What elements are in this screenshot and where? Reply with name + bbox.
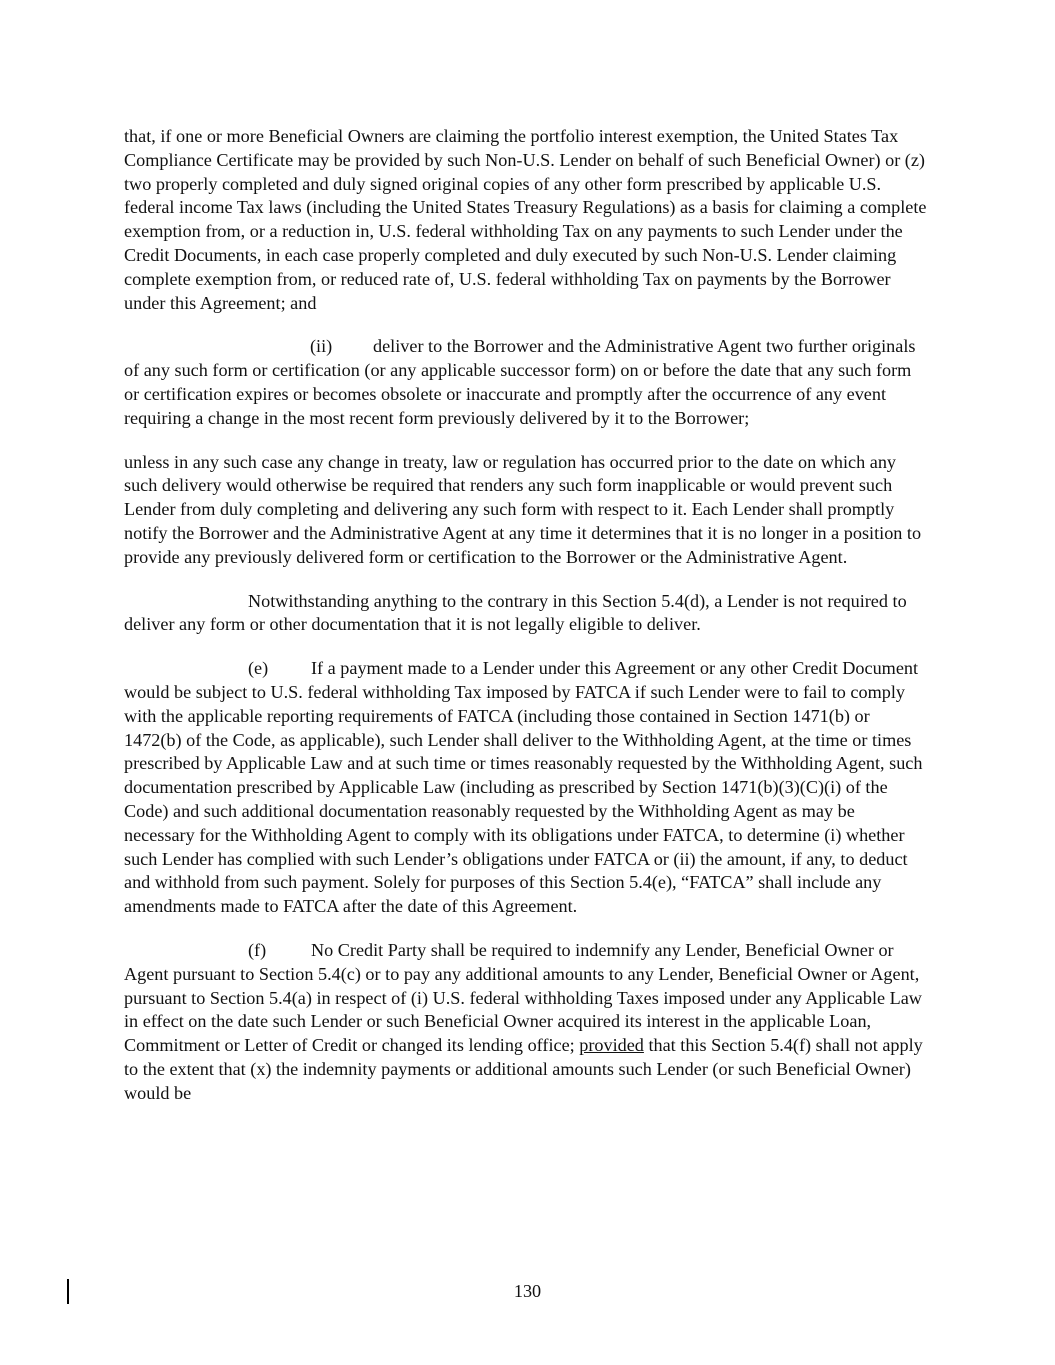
clause-label-f: (f) <box>248 939 267 960</box>
underlined-term: provided <box>579 1035 644 1056</box>
clause-label-ii: (ii) <box>310 336 333 357</box>
paragraph-text: If a payment made to a Lender under this Agreement or any other Credit Document would be subject to U.S. federal withholding Tax imposed by FATCA if such Lender were to fail to comply with the applicable reporting requirements of FATCA (including those contained in Section 1471(b) or 1472(b) of the Code, as applicable), such Lender shall deliver to the Withholding Agent, at the time or times prescribed by Applicable Law and at such time or times reasonably requested by the Withholding Agent, such documentation prescribed by Applicable Law (including as prescribed by Section 1471(b)(3)(C)(i) of the Code) and such additional documentation reasonably requested by the Withholding Agent as may be necessary for the Withholding Agent to comply with its obligations under FATCA, to determine (i) whether such Lender has complied with such Lender’s obligations under FATCA or (ii) the amount, if any, to deduct and withhold from such payment. Solely for purposes of this Section 5.4(e), “FATCA” shall include any amendments made to FATCA after the date of this Agreement. <box>124 658 923 917</box>
paragraph-text: that, if one or more Beneficial Owners are claiming the portfolio interest exemption, the United States Tax Compliance Certificate may be provided by such Non-U.S. Lender on behalf of such Beneficial Owner) or (z) two properly completed and duly signed original copies of any other form prescribed by applicable U.S. federal income Tax laws (including the United States Treasury Regulations) as a basis for claiming a complete exemption from, or a reduction in, U.S. federal withholding Tax on any payments to such Lender under the Credit Documents, in each case properly completed and duly executed by such Non-U.S. Lender claiming complete exemption from, or reduced rate of, U.S. federal withholding Tax on payments by the Borrower under this Agreement; and <box>124 126 927 313</box>
paragraph-ii <box>124 335 930 430</box>
paragraph-text: No Credit Party shall be required to indemnify any Lender, Beneficial Owner or Agent pursuant to Section 5.4(c) or to pay any additional amounts to any Lender, Beneficial Owner or Agent, pursuant to Section 5.4(a) in respect of (i) U.S. federal withholding Taxes imposed under any Applicable Law in effect on the date such Lender or such Beneficial Owner acquired its interest in the applicable Loan, Commitment or Letter of Credit or changed its lending office; <box>124 939 922 1056</box>
clause-label-e: (e) <box>248 658 269 679</box>
paragraph-continuation <box>124 125 930 315</box>
paragraph-text: that this Section 5.4(f) shall not apply to the extent that (x) the indemnity payments or additional amounts such Lender (or such Beneficial Owner) would be <box>124 1035 923 1103</box>
paragraph-text: unless in any such case any change in treaty, law or regulation has occurred prior to the date on which any such delivery would otherwise be required that renders any such form inapplicable or would prevent such Lender from duly completing and delivering any such form with respect to it. Each Lender shall promptly notify the Borrower and the Administrative Agent at any time it determines that it is no longer in a position to provide any previously delivered form or certification to the Borrower or the Administrative Agent. <box>124 451 922 567</box>
paragraph-unless <box>124 451 930 570</box>
paragraph-text: Notwithstanding anything to the contrary in this Section 5.4(d), a Lender is not required to deliver any form or other documentation that it is not legally eligible to deliver. <box>124 590 907 635</box>
paragraph-f <box>124 939 930 1106</box>
paragraph-notwithstanding <box>124 590 930 638</box>
paragraph-e <box>124 657 930 919</box>
page-number: 130 <box>513 1281 542 1301</box>
paragraph-text: deliver to the Borrower and the Administrative Agent two further originals of any such form or certification (or any applicable successor form) on or before the date that any such form or certification expires or becomes obsolete or inaccurate and promptly after the occurrence of any event requiring a change in the most recent form previously delivered by it to the Borrower; <box>124 336 916 428</box>
document-body <box>124 125 930 1125</box>
